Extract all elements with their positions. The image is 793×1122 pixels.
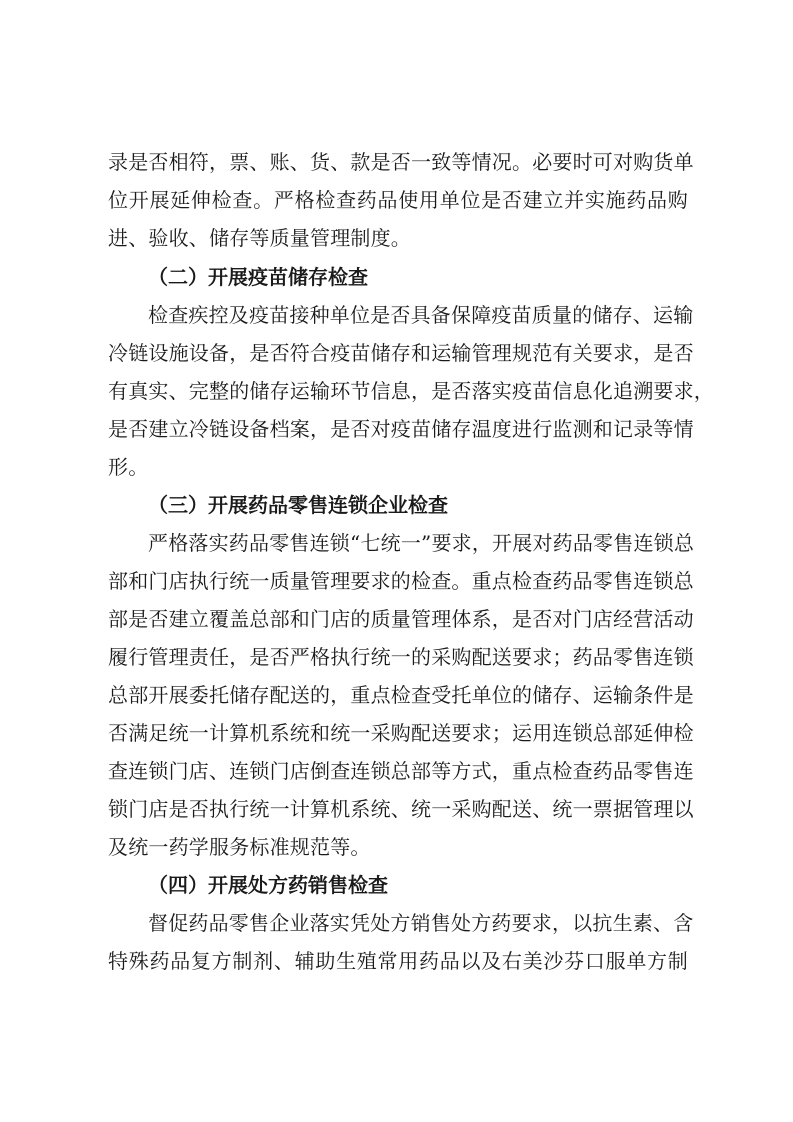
paragraph-line: 否满足统一计算机系统和统一采购配送要求；运用连锁总部延伸检 — [108, 721, 694, 745]
paragraph-line: 部是否建立覆盖总部和门店的质量管理体系，是否对门店经营活动 — [108, 607, 694, 631]
paragraph-line: 部和门店执行统一质量管理要求的检查。重点检查药品零售连锁总 — [108, 569, 694, 593]
paragraph-line: 录是否相符，票、账、货、款是否一致等情况。必要时可对购货单 — [108, 150, 694, 174]
paragraph-line: 位开展延伸检查。严格检查药品使用单位是否建立并实施药品购 — [108, 188, 688, 212]
paragraph-line: 履行管理责任，是否严格执行统一的采购配送要求；药品零售连锁 — [108, 645, 694, 669]
paragraph-line: 进、验收、储存等质量管理制度。 — [108, 226, 411, 250]
paragraph-line: 督促药品零售企业落实凭处方销售处方药要求，以抗生素、含 — [148, 911, 694, 935]
paragraph-line: 形。 — [108, 455, 149, 479]
paragraph-line: 是否建立冷链设备档案，是否对疫苗储存温度进行监测和记录等情 — [108, 417, 694, 441]
section-heading: （二）开展疫苗储存检查 — [148, 265, 368, 289]
section-heading: （四）开展处方药销售检查 — [148, 873, 388, 897]
paragraph-line: 检查疾控及疫苗接种单位是否具备保障疫苗质量的储存、运输 — [148, 303, 694, 327]
paragraph-line: 查连锁门店、连锁门店倒查连锁总部等方式，重点检查药品零售连 — [108, 759, 694, 783]
paragraph-line: 严格落实药品零售连锁“七统一”要求，开展对药品零售连锁总 — [148, 531, 695, 555]
paragraph-line: 及统一药学服务标准规范等。 — [108, 835, 371, 859]
paragraph-line: 有真实、完整的储存运输环节信息，是否落实疫苗信息化追溯要求， — [108, 379, 714, 403]
section-heading: （三）开展药品零售连锁企业检查 — [148, 493, 448, 517]
paragraph-line: 锁门店是否执行统一计算机系统、统一采购配送、统一票据管理以 — [108, 797, 694, 821]
paragraph-line: 总部开展委托储存配送的，重点检查受托单位的储存、运输条件是 — [108, 683, 694, 707]
paragraph-line: 特殊药品复方制剂、辅助生殖常用药品以及右美沙芬口服单方制 — [108, 949, 688, 973]
paragraph-line: 冷链设施设备，是否符合疫苗储存和运输管理规范有关要求，是否 — [108, 341, 694, 365]
